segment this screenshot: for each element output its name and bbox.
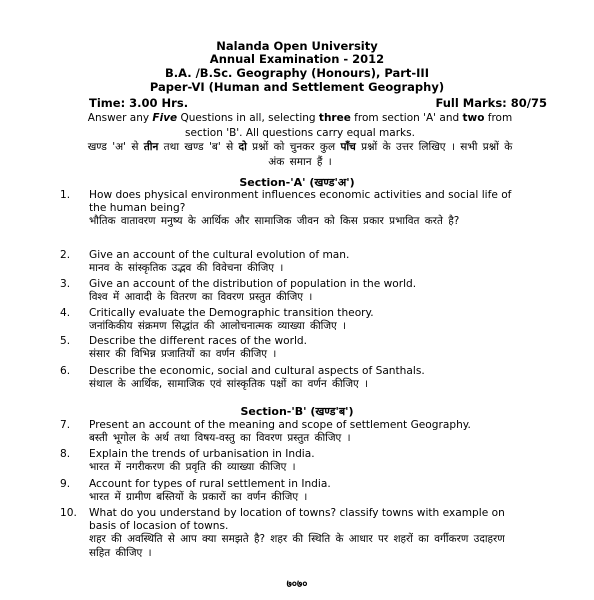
question-text-en: How does physical environment influences economic activities and social life of the human being? (89, 189, 512, 215)
question-number: 3. (60, 278, 71, 290)
question-number: 5. (60, 335, 71, 347)
question-9 (60, 478, 519, 504)
instructions-hindi: खण्ड 'अ' से तीन तथा खण्ड 'ब' से दो प्रश्नों को चुनकर कुल पाँच प्रश्नों के उत्तर लिखिए । सभी प्रश्नों के अंक समान हैं । (87, 141, 513, 168)
question-text-en: Describe the different races of the world. (89, 335, 307, 347)
question-number: 1. (60, 189, 71, 201)
question-number: 7. (60, 419, 71, 431)
question-text-hi: बस्ती भूगोल के अर्थ तथा विषय-वस्तु का विवरण प्रस्तुत कीजिए । (89, 432, 351, 445)
question-number: 2. (60, 249, 71, 261)
question-1 (60, 189, 519, 229)
question-4 (60, 307, 519, 333)
paper-title: Paper-VI (Human and Settlement Geography) (149, 80, 445, 94)
question-text-hi: संसार की विभिन्न प्रजातियों का वर्णन कीजिए । (89, 348, 277, 361)
question-6 (60, 365, 519, 391)
question-2 (60, 249, 519, 275)
question-text-en: Describe the economic, social and cultural aspects of Santhals. (89, 365, 425, 377)
question-text-en: Present an account of the meaning and scope of settlement Geography. (89, 419, 471, 431)
question-text-en: Explain the trends of urbanisation in India. (89, 448, 315, 460)
exam-title: Annual Examination - 2012 (209, 52, 385, 66)
question-5 (60, 335, 519, 361)
instructions-english: Answer any Five Questions in all, selecting three from section 'A' and two from section 'B'. All questions carry equal marks. (87, 112, 513, 139)
course-title: B.A. /B.Sc. Geography (Honours), Part-III (164, 66, 429, 80)
question-number: 9. (60, 478, 71, 490)
question-10 (60, 507, 519, 560)
three-emphasis: three (318, 112, 351, 124)
time-marks-row (89, 96, 547, 110)
question-text-hi: विश्व में आवादी के वितरण का विवरण प्रस्तुत कीजिए । (89, 291, 313, 304)
five-emphasis: Five (152, 112, 178, 124)
question-number: 6. (60, 365, 71, 377)
two-emphasis: two (462, 112, 485, 124)
section-a-title: Section-'A' (खण्ड'अ') (239, 176, 355, 189)
question-3 (60, 278, 519, 304)
question-text-en: Account for types of rural settlement in India. (89, 478, 331, 490)
question-text-hi: मानव के सांस्कृतिक उद्भव की विवेचना कीजिए । (89, 262, 284, 275)
question-text-hi: भारत में ग्रामीण बस्तियों के प्रकारों का वर्णन कीजिए । (89, 491, 308, 504)
question-text-en: Give an account of the cultural evolution of man. (89, 249, 350, 261)
question-number: 8. (60, 448, 71, 460)
full-marks-label: Full Marks: 80/75 (435, 96, 547, 110)
question-8 (60, 448, 519, 474)
section-b-title: Section-'B' (खण्ड'ब') (240, 405, 354, 418)
question-number: 10. (60, 507, 77, 519)
question-text-en: Critically evaluate the Demographic transition theory. (89, 307, 374, 319)
university-name: Nalanda Open University (216, 39, 378, 53)
page-footer-code: ७०७० (286, 579, 308, 590)
question-text-hi: भौतिक वातावरण मनुष्य के आर्थिक और सामाजिक जीवन को किस प्रकार प्रभावित करते है? (89, 215, 460, 228)
question-text-hi: जनांकिकीय संक्रमण सिद्धांत की आलोचनात्मक व्याख्या कीजिए । (89, 320, 347, 333)
time-label: Time: 3.00 Hrs. (89, 96, 189, 110)
question-text-en: Give an account of the distribution of population in the world. (89, 278, 417, 290)
question-text-hi: भारत में नगरीकरण की प्रवृति की व्याख्या कीजिए । (89, 461, 296, 474)
question-number: 4. (60, 307, 71, 319)
question-text-en: What do you understand by location of towns? classify towns with example on basis of locasion of towns. (89, 507, 505, 533)
question-text-hi: शहर की अवस्थिति से आप क्या समझते है? शहर की स्थिति के आधार पर शहरों का वर्गीकरण उदाहरण सहित कीजिए । (89, 533, 505, 559)
question-text-hi: संथाल के आर्थिक, सामाजिक एवं सांस्कृतिक पक्षों का वर्णन कीजिए । (89, 378, 369, 391)
question-7 (60, 419, 519, 445)
